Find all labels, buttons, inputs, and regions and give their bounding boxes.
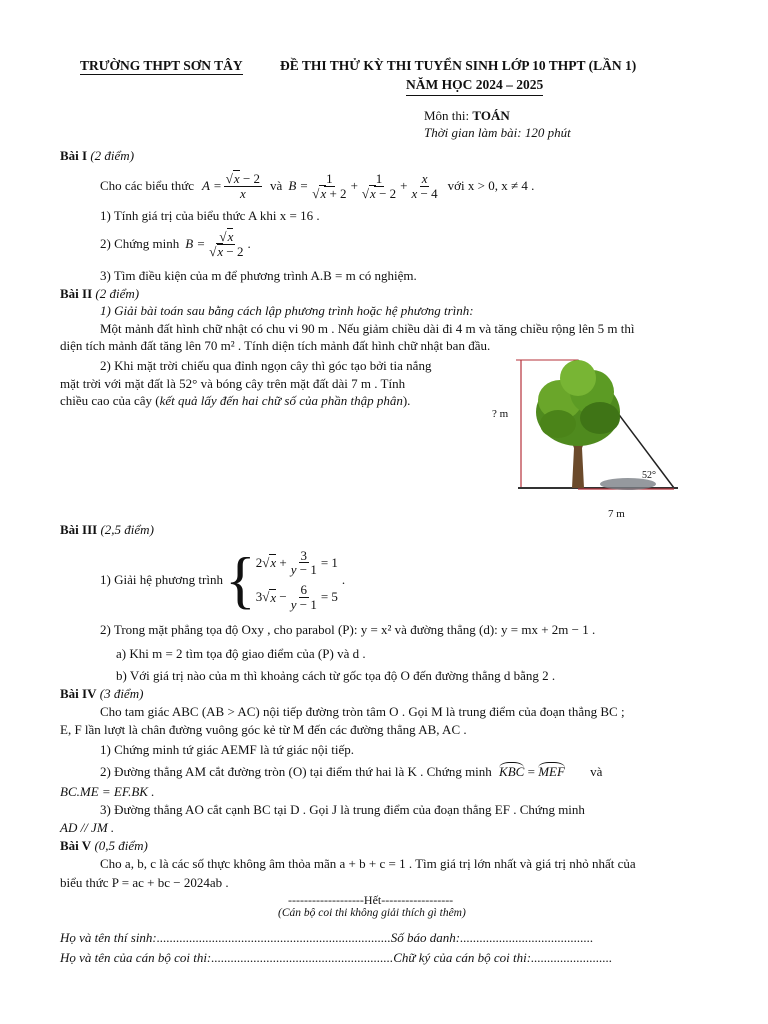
bai4-line2: E, F lần lượt là chân đường vuông góc kẻ từ M đến các đường thẳng AB, AC . <box>60 722 467 737</box>
arc-mef: MEF <box>538 764 565 779</box>
bai2-q2-line3-note: kết quả lấy đến hai chữ số của phần thập phân <box>159 393 403 408</box>
bai2-q2-line1: 2) Khi mặt trời chiếu qua đỉnh ngọn cây thì góc tạo bởi tia nắng <box>100 358 432 373</box>
bai2-q2-line3 <box>60 393 410 409</box>
bai3-q2b: b) Với giá trị nào của m thì khoảng cách từ gốc tọa độ O đến đường thẳng d bằng 2 . <box>116 668 556 683</box>
bai2-q1-line2: diện tích mảnh đất tăng lên 70 m² . Tính diện tích mảnh đất hình chữ nhật ban đầu. <box>60 338 491 353</box>
bai1-q2: 2) Chứng minh B = √ x √ x − 2 . <box>100 226 251 262</box>
tree-diagram <box>488 352 688 524</box>
bai4-q2-text: 2) Đường thẳng AM cắt đường tròn (O) tại điểm thứ hai là K . Chứng minh <box>100 764 492 779</box>
bai1-q2-text: 2) Chứng minh <box>100 236 180 251</box>
bai1-q1: 1) Tính giá trị của biểu thức A khi x = 16 . <box>100 208 320 223</box>
base-label: 7 m <box>608 508 625 520</box>
subject-label: Môn thi: <box>424 108 470 123</box>
exam-title: ĐỀ THI THỬ KỲ THI TUYỂN SINH LỚP 10 THPT (LẦN 1) <box>280 58 637 73</box>
footer-note: (Cán bộ coi thi không giải thích gì thêm) <box>278 907 466 919</box>
bai4-q3-line2: AD // JM . <box>60 820 115 835</box>
bai5-line1: Cho a, b, c là các số thực không âm thỏa mãn a + b + c = 1 . Tìm giá trị lớn nhất và giá trị nhỏ nhất của <box>100 856 636 871</box>
bai2-points: (2 điểm) <box>95 286 140 301</box>
exam-time: Thời gian làm bài: 120 phút <box>424 125 571 140</box>
arc-kbc: KBC <box>499 764 525 779</box>
bai3-points: (2,5 điểm) <box>100 522 154 537</box>
bai4-title: Bài IV <box>60 686 97 701</box>
bai5-title: Bài V <box>60 838 92 853</box>
angle-label: 52° <box>642 470 656 481</box>
bai1-and: và <box>270 178 283 193</box>
bai2-q1-line1: Một mảnh đất hình chữ nhật có chu vi 90 m . Nếu giảm chiều dài đi 4 m và tăng chiều rộng lên 5 m thì <box>100 321 635 336</box>
bai3-heading <box>60 522 154 538</box>
school-year: NĂM HỌC 2024 – 2025 <box>406 77 543 96</box>
bai4-q2-and: và <box>590 764 603 779</box>
arc-equals: = <box>527 764 535 779</box>
expr-B-term3: $\frac{x}{x - 4}$ <box>411 170 438 201</box>
proctor-info-line: Họ và tên của cán bộ coi thi:........................................................Chữ ký của cán bộ coi thi:......................... <box>60 950 613 965</box>
expr-A: √ $\frac{x - 2}{x}$ <box>224 172 262 200</box>
bai5-points: (0,5 điểm) <box>94 838 148 853</box>
bai1-intro: Cho các biểu thức <box>100 178 195 193</box>
expr-B-term1: 1 √ x + 2 <box>310 172 348 200</box>
bai4-q2-line2: BC.ME = EF.BK . <box>60 784 155 799</box>
expr-B-term2: 1 √ x − 2 <box>360 172 398 200</box>
height-label: ? m <box>492 408 509 420</box>
equation-system: 2 √ x + $\frac{3}{y - 1}$ = 1 3 √ x − $\frac{6}{y - 1}$ = 5 <box>256 549 338 612</box>
bai1-q3: 3) Tìm điều kiện của m để phương trình A.B = m có nghiệm. <box>100 268 417 283</box>
bai3-title: Bài III <box>60 522 98 537</box>
system-brace: { <box>224 544 256 615</box>
bai3-q2a: a) Khi m = 2 tìm tọa độ giao điểm của (P) và d . <box>116 646 366 661</box>
subject-line <box>424 108 510 124</box>
bai1-expressions: Cho các biểu thức A = √ $\frac{x - 2}{x}$ và B = 1 √ x + 2 + 1 √ x − 2 + $\frac{x}{x - 4}$ với x > 0, x ≠ 4 . <box>100 166 534 206</box>
expr-B-simplified: √ x √ x − 2 <box>207 230 245 258</box>
bai4-q2-line1 <box>100 764 602 780</box>
bai3-q2: 2) Trong mặt phẳng tọa độ Oxy , cho parabol (P): y = x² và đường thẳng (d): y = mx + 2m − 1 . <box>100 622 596 637</box>
bai3-q1-text: 1) Giải hệ phương trình <box>100 572 223 587</box>
bai1-points: (2 điểm) <box>90 148 135 163</box>
school-name: TRƯỜNG THPT SƠN TÂY <box>80 58 243 73</box>
bai1-heading <box>60 148 134 164</box>
bai2-heading <box>60 286 139 302</box>
bai4-points: (3 điểm) <box>99 686 144 701</box>
bai2-q2-line3-prefix: chiều cao của cây ( <box>60 393 160 408</box>
subject: TOÁN <box>472 108 510 123</box>
end-marker: -------------------Hết------------------ <box>288 893 454 907</box>
bai1-condition: với x > 0, x ≠ 4 . <box>447 178 535 193</box>
bai2-q2-line2: mặt trời với mặt đất là 52° và bóng cây trên mặt đất dài 7 m . Tính <box>60 376 406 391</box>
bai4-heading <box>60 686 143 702</box>
bai2-title: Bài II <box>60 286 93 301</box>
bai5-line2: biểu thức P = ac + bc − 2024ab . <box>60 875 229 890</box>
tree-figure <box>488 352 688 524</box>
bai1-title: Bài I <box>60 148 88 163</box>
bai2-q1-head: 1) Giải bài toán sau bằng cách lập phương trình hoặc hệ phương trình: <box>100 303 474 318</box>
student-info-line: Họ và tên thí sinh:........................................................................Số báo danh:......................................... <box>60 930 594 945</box>
bai2-q2-line3-suffix: ). <box>402 393 411 408</box>
bai4-line1: Cho tam giác ABC (AB > AC) nội tiếp đường tròn tâm O . Gọi M là trung điểm của đoạn thẳng BC ; <box>100 704 625 719</box>
bai4-q1: 1) Chứng minh tứ giác AEMF là tứ giác nội tiếp. <box>100 742 355 757</box>
tree-foliage <box>536 360 620 446</box>
bai3-q1: 1) Giải hệ phương trình { 2 √ x + $\frac{3}{y - 1}$ = 1 3 √ x − $\frac{6}{y - 1}$ = 5 . <box>100 540 345 620</box>
bai5-heading <box>60 838 148 854</box>
bai4-q3-line1: 3) Đường thẳng AO cắt cạnh BC tại D . Gọi J là trung điểm của đoạn thẳng EF . Chứng minh <box>100 802 585 817</box>
